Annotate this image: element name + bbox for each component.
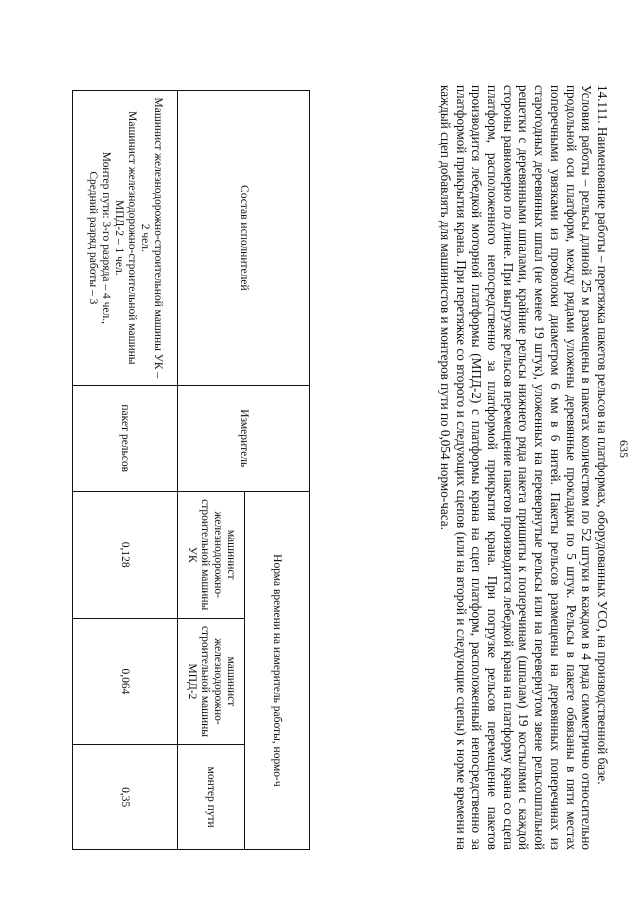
page-number: 635 <box>617 440 631 458</box>
header-staff: Состав исполнителей <box>178 91 310 386</box>
unit-value: пакет рельсов <box>73 385 178 491</box>
norm-table <box>72 90 310 850</box>
value-mpd: 0,064 <box>73 618 178 745</box>
work-title: 14.111. Наименование работы – перетяжка пакетов рельсов на платформах, оборудованных УСО, на производственной базе. <box>595 85 610 785</box>
subheader-mpd: машинист железнодорожно-строительной машины МПД-2 <box>178 618 245 745</box>
work-conditions: Условия работы – рельсы длиной 25 м размещены в пакетах количеством по 52 штуки в каждом в 4 ряда симметрично относительно продольной оси платформ, между рядами уложены деревянные прокладки по 5 штук. Рельсы в пакете обвязаны в пяти местах поперечными увязками из проволоки диаметром 6 мм в 6 нитей. Пакеты рельсов размещены на деревянных поперечинах из старогодных деревянных шпал (не менее 19 штук), уложенных на перевернутые рельсы или на перевернутом звене рельсошпальной решетки с деревянными шпалами, крайние рельсы нижнего ряда пакета пришиты к поперечинам (шпалам) 19 костылями с каждой стороны равномерно по длине. При выгрузке рельсов перемещение пакетов производится лебедкой крана на платформу крана со сцепа платформ, расположенного непосредственно за платформой прикрытия крана. При погрузке рельсов перемещение пакетов производится лебедкой моторной платформы (МПД-2) с платформы крана на сцеп платформ, расположенный непосредственно за платформой прикрытия крана. При перетяжке со второго и следующих сцепов (или на второй и следующие сцепы) к норме времени на каждый сцеп добавлять для машинистов и монтеров пути по 0,054 нормо-часа. <box>437 85 595 850</box>
staff-track: Монтер пути: 3-го разряда – 4 чел., <box>100 151 112 324</box>
staff-mpd: Машинист железнодорожно-строительной машины МПД-2 – 1 чел. <box>113 111 138 365</box>
staff-cell <box>73 91 178 386</box>
header-norm: Норма времени на измеритель работы, нормо-ч <box>245 491 310 849</box>
staff-uk: Машинист железнодорожно-строительной машины УК – 2 чел. <box>139 97 164 379</box>
header-unit: Измеритель <box>178 385 310 491</box>
subheader-track: монтер пути <box>178 745 245 850</box>
staff-grade: Средний разряд работы – 3 <box>87 171 99 305</box>
subheader-uk: машинист железнодорожно-строительной машины УК <box>178 491 245 618</box>
value-track: 0,35 <box>73 745 178 850</box>
text-block <box>437 85 610 850</box>
value-uk: 0,128 <box>73 491 178 618</box>
